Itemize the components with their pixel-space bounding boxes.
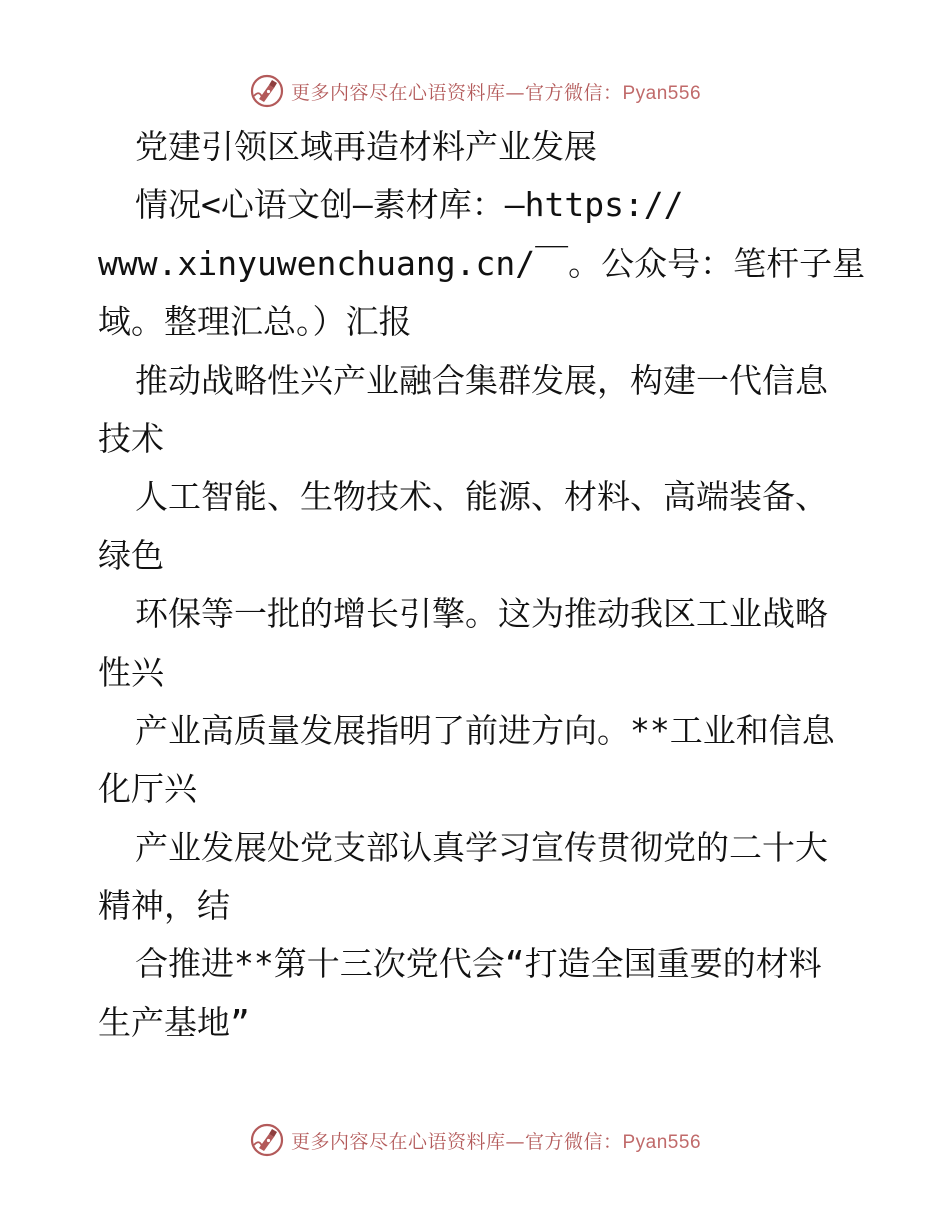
footer-watermark [0,1118,950,1162]
watermark-text [291,1127,701,1154]
document-line: 技术 [98,418,164,458]
watermark-label: 更多内容尽在心语资料库—官方微信： [290,81,623,104]
document-line: 性兴 [98,652,164,692]
document-line: 合推进**第十三次党代会“打造全国重要的材料 [135,944,822,984]
pen-nib-logo-icon [249,73,285,109]
document-line: 域。整理汇总。）汇报 [98,302,412,342]
document-line: 产业发展处党支部认真学习宣传贯彻党的二十大 [135,827,828,867]
document-line: 生产基地” [98,1002,250,1042]
watermark-label: 更多内容尽在心语资料库—官方微信： [290,1130,623,1153]
watermark-wechat-id: Pyan556 [622,82,702,104]
header-watermark [0,69,950,113]
pen-nib-logo-icon [249,1122,285,1158]
document-line: 人工智能、生物技术、能源、材料、高端装备、 [135,477,828,517]
document-line: 精神，结 [98,886,230,926]
document-title-line: 党建引领区域再造材料产业发展 [135,127,597,166]
watermark-wechat-id: Pyan556 [622,1131,702,1153]
document-line: 绿色 [98,535,164,575]
document-line: 推动战略性兴产业融合集群发展，构建一代信息 [135,360,828,400]
document-line: 环保等一批的增长引擎。这为推动我区工业战略 [135,594,828,634]
document-line: 化厅兴 [98,769,197,809]
watermark-text [291,78,701,105]
document-body [98,118,866,1052]
document-line: 产业高质量发展指明了前进方向。**工业和信息 [135,710,835,750]
document-line: www.xinyuwenchuang.cn/￣。公众号：笔杆子星 [98,243,866,283]
document-line: 情况<心语文创—素材库：—https:// [135,185,684,225]
